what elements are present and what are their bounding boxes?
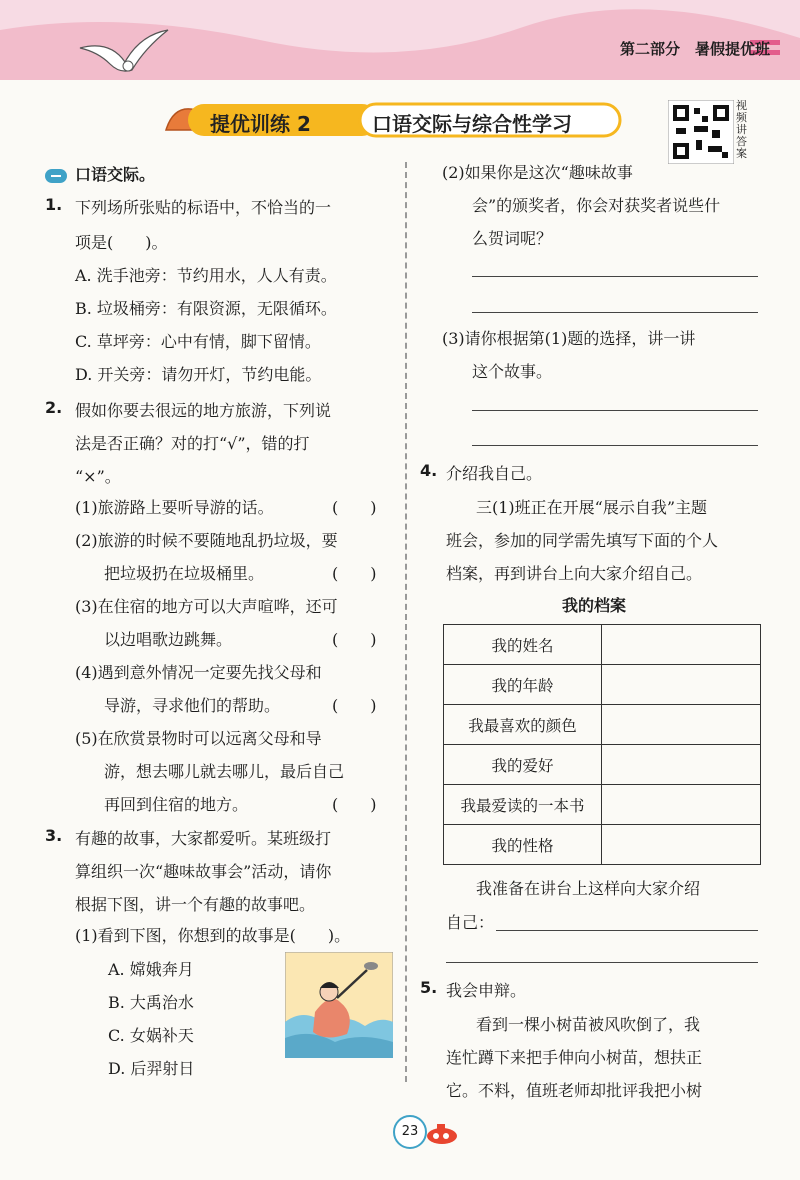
profile-table — [443, 624, 761, 865]
answer-line[interactable] — [446, 962, 758, 963]
sub-question-3: (3)请你根据第(1)题的选择，讲一讲 — [442, 329, 696, 348]
table-cell-label: 我最爱读的一本书 — [444, 785, 602, 825]
title-part1: 提优训练 2 — [210, 112, 311, 136]
paragraph: 连忙蹲下来把手伸向小树苗，想扶正 — [446, 1048, 703, 1067]
intro-text: 自己： — [446, 913, 495, 932]
judge-item-4: 导游，寻求他们的帮助。 — [104, 696, 281, 715]
question-title: 我会申辩。 — [446, 981, 527, 1000]
table-cell-label: 我的爱好 — [444, 745, 602, 785]
paragraph: 三(1)班正在开展“展示自我”主题 — [476, 498, 708, 517]
paragraph: 档案，再到讲台上向大家介绍自己。 — [446, 564, 703, 583]
table-row — [444, 625, 761, 665]
answer-line[interactable] — [472, 445, 758, 446]
judge-item-5: 再回到住宿的地方。 — [104, 795, 249, 814]
question-text: “×”。 — [75, 467, 121, 486]
option-c: C. 女娲补天 — [108, 1026, 194, 1045]
column-divider — [405, 162, 407, 1082]
judge-item-4: (4)遇到意外情况一定要先找父母和 — [75, 663, 322, 682]
table-cell-input[interactable] — [602, 625, 761, 665]
judge-item-5: 游，想去哪儿就去哪儿，最后自己 — [104, 762, 345, 781]
question-text: 假如你要去很远的地方旅游，下列说 — [75, 401, 332, 420]
sub-question-3: 这个故事。 — [472, 362, 553, 381]
submarine-icon — [424, 1118, 460, 1146]
question-text: 有趣的故事，大家都爱听。某班级打 — [75, 829, 332, 848]
paragraph: 班会，参加的同学需先填写下面的个人 — [446, 531, 719, 550]
table-cell-label: 我的年龄 — [444, 665, 602, 705]
paragraph: 看到一棵小树苗被风吹倒了，我 — [476, 1015, 701, 1034]
option-d: D. 开关旁：请勿开灯，节约电能。 — [75, 365, 322, 384]
answer-line[interactable] — [496, 930, 758, 931]
section-title: 口语交际。 — [75, 165, 156, 184]
answer-paren[interactable]: ( ) — [332, 498, 377, 517]
table-cell-label: 我的性格 — [444, 825, 602, 865]
table-cell-input[interactable] — [602, 665, 761, 705]
question-number: 4. — [420, 461, 438, 480]
answer-paren[interactable]: ( ) — [332, 696, 377, 715]
intro-text: 我准备在讲台上这样向大家介绍 — [476, 879, 701, 898]
sub-question-2: (2)如果你是这次“趣味故事 — [442, 163, 633, 182]
question-number: 3. — [45, 826, 63, 845]
judge-item-3: (3)在住宿的地方可以大声喧哗，还可 — [75, 597, 338, 616]
answer-paren[interactable]: ( ) — [332, 795, 377, 814]
story-illustration — [285, 952, 393, 1058]
lesson-title — [160, 100, 640, 140]
section-label: 第二部分 暑假提优班 — [619, 40, 770, 58]
option-b: B. 大禹治水 — [108, 993, 194, 1012]
option-a: A. 嫦娥奔月 — [108, 960, 194, 979]
qr-label: 视频讲答案 — [736, 99, 747, 160]
table-row — [444, 825, 761, 865]
table-cell-input[interactable] — [602, 705, 761, 745]
section-heading — [45, 165, 155, 185]
question-number: 1. — [45, 195, 63, 214]
paragraph: 它。不料，值班老师却批评我把小树 — [446, 1081, 703, 1100]
table-cell-label: 我最喜欢的颜色 — [444, 705, 602, 745]
answer-paren[interactable]: ( ) — [332, 630, 377, 649]
sub-question-2: 会”的颁奖者，你会对获奖者说些什 — [472, 196, 721, 215]
question-number: 2. — [45, 398, 63, 417]
judge-item-2: 把垃圾扔在垃圾桶里。 — [104, 564, 265, 583]
sub-question-1: (1)看到下图，你想到的故事是( )。 — [75, 926, 351, 945]
table-title: 我的档案 — [562, 596, 627, 615]
question-text: 法是否正确？对的打“√”，错的打 — [75, 434, 310, 453]
answer-line[interactable] — [472, 276, 758, 277]
option-d: D. 后羿射日 — [108, 1059, 195, 1078]
judge-item-5: (5)在欣赏景物时可以远离父母和导 — [75, 729, 322, 748]
table-cell-input[interactable] — [602, 745, 761, 785]
answer-paren[interactable]: ( ) — [332, 564, 377, 583]
question-text: 根据下图，讲一个有趣的故事吧。 — [75, 895, 316, 914]
judge-item-1: (1)旅游路上要听导游的话。 — [75, 498, 274, 517]
question-number: 5. — [420, 978, 438, 997]
option-c: C. 草坪旁：心中有情，脚下留情。 — [75, 332, 321, 351]
answer-line[interactable] — [472, 312, 758, 313]
title-part2: 口语交际与综合性学习 — [372, 112, 572, 136]
table-cell-input[interactable] — [602, 785, 761, 825]
question-text: 下列场所张贴的标语中，不恰当的一 — [75, 198, 332, 217]
table-row — [444, 745, 761, 785]
answer-line[interactable] — [472, 410, 758, 411]
option-b: B. 垃圾桶旁：有限资源，无限循环。 — [75, 299, 337, 318]
question-title: 介绍我自己。 — [446, 464, 543, 483]
table-row — [444, 705, 761, 745]
section-marker-icon — [45, 169, 67, 183]
table-row — [444, 665, 761, 705]
table-cell-input[interactable] — [602, 825, 761, 865]
page-number: 23 — [393, 1115, 427, 1149]
question-text: 算组织一次“趣味故事会”活动，请你 — [75, 862, 332, 881]
option-a: A. 洗手池旁：节约用水，人人有责。 — [75, 266, 337, 285]
qr-code[interactable] — [668, 100, 756, 164]
sub-question-2: 么贺词呢？ — [472, 229, 553, 248]
table-row — [444, 785, 761, 825]
table-cell-label: 我的姓名 — [444, 625, 602, 665]
judge-item-3: 以边唱歌边跳舞。 — [104, 630, 233, 649]
question-text: 项是( )。 — [75, 233, 168, 252]
judge-item-2: (2)旅游的时候不要随地乱扔垃圾，要 — [75, 531, 338, 550]
